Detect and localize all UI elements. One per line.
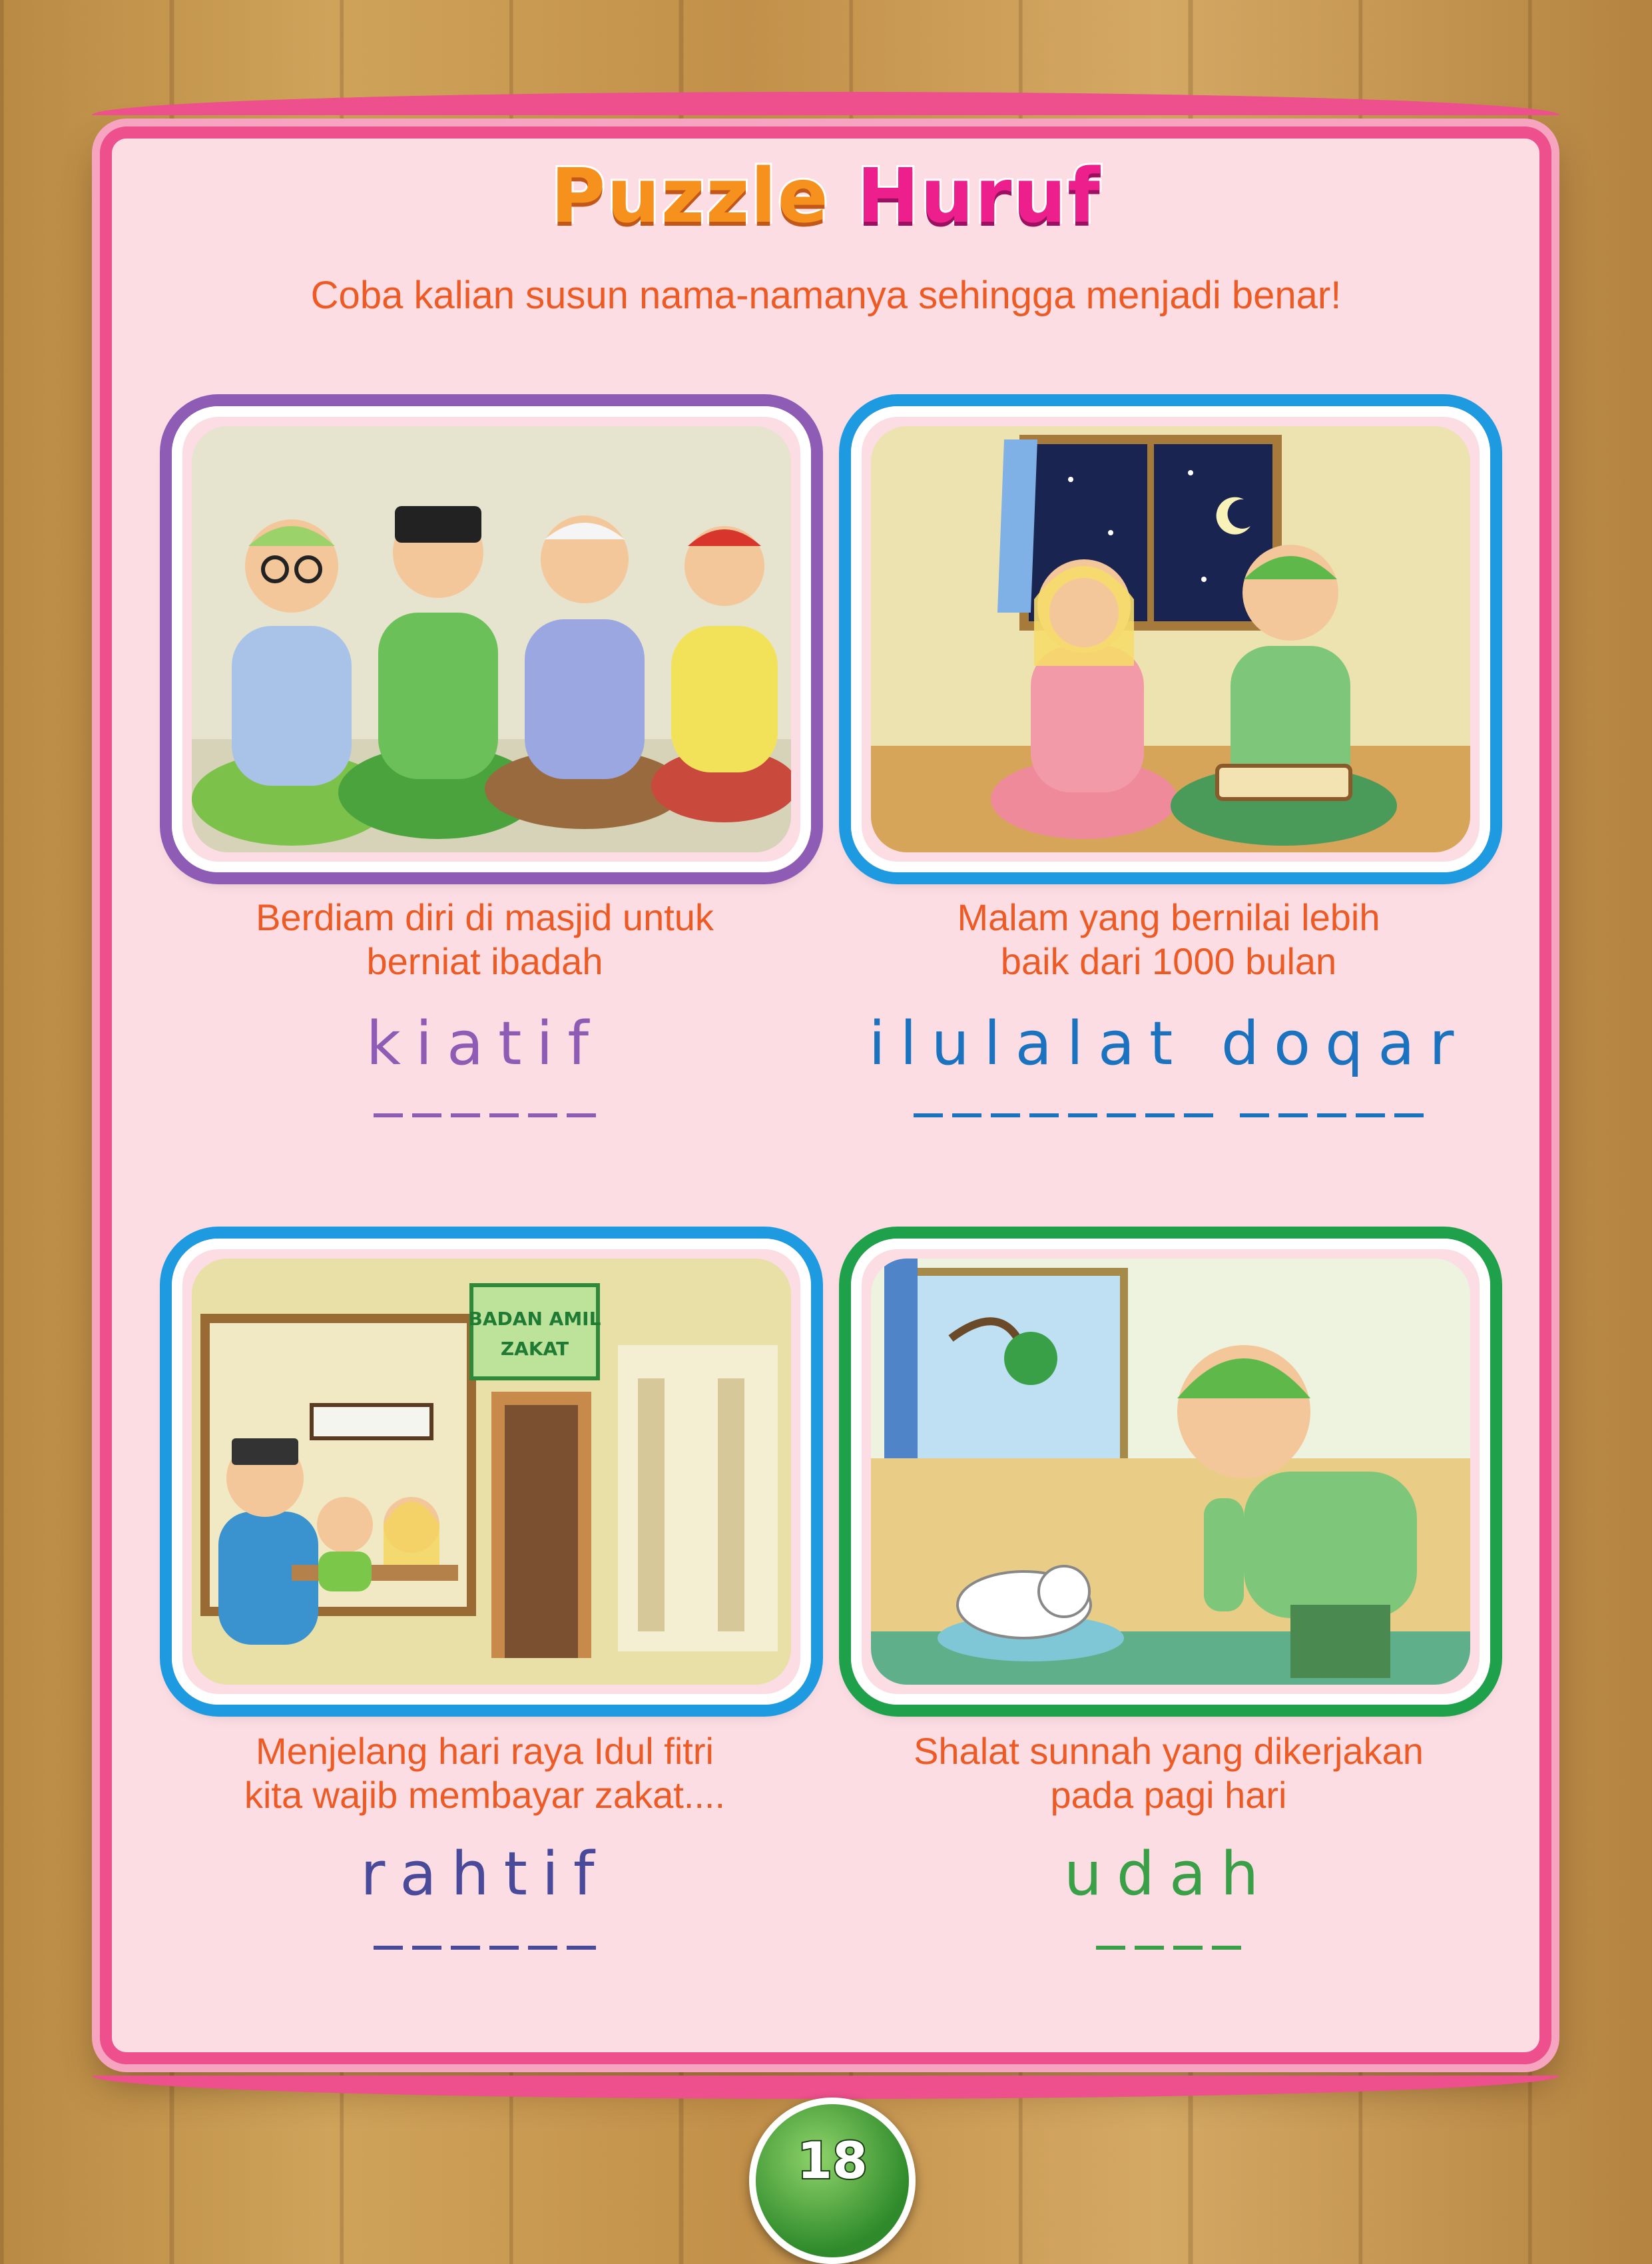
men-praying-scene — [192, 426, 791, 852]
scrambled-word-1: kiatif — [366, 1009, 604, 1079]
clue-3-line2: kita wajib membayar zakat.... — [244, 1774, 726, 1816]
illustration-dhuha — [851, 1239, 1490, 1705]
letter-blank[interactable] — [451, 1113, 480, 1117]
page-title — [0, 153, 1652, 240]
blank-group — [1240, 1113, 1424, 1117]
letter-blank[interactable] — [1145, 1113, 1175, 1117]
clue-2-line2: baik dari 1000 bulan — [1000, 940, 1337, 982]
letter-blank[interactable] — [374, 1113, 403, 1117]
children-night-scene — [871, 426, 1470, 852]
letter-blank[interactable] — [528, 1113, 557, 1117]
letter-blank[interactable] — [1173, 1946, 1203, 1950]
scrambled-word-2: ilulalat doqar — [868, 1009, 1469, 1079]
clue-4-line2: pada pagi hari — [1050, 1774, 1287, 1816]
clue-4-line1: Shalat sunnah yang dikerjakan — [914, 1730, 1424, 1772]
letter-blank[interactable] — [1356, 1113, 1385, 1117]
letter-blank[interactable] — [1317, 1113, 1346, 1117]
clue-3-line1: Menjelang hari raya Idul fitri — [256, 1730, 714, 1772]
letter-blank[interactable] — [952, 1113, 981, 1117]
letter-blank[interactable] — [991, 1113, 1020, 1117]
clue-1-line2: berniat ibadah — [366, 940, 603, 982]
title-word-huruf: Huruf — [856, 153, 1101, 240]
blank-group — [1096, 1946, 1241, 1950]
letter-blank[interactable] — [1278, 1113, 1308, 1117]
letter-blank[interactable] — [1107, 1113, 1136, 1117]
letter-blank[interactable] — [374, 1946, 403, 1950]
letter-blank[interactable] — [914, 1113, 943, 1117]
letter-blank[interactable] — [489, 1113, 519, 1117]
page-number: 18 — [797, 2131, 868, 2190]
answer-blanks-4[interactable] — [836, 1946, 1502, 1950]
clue-2 — [836, 896, 1502, 984]
letter-blank[interactable] — [489, 1946, 519, 1950]
illustration-zakat-fitrah — [172, 1239, 811, 1705]
answer-blanks-3[interactable] — [152, 1946, 818, 1950]
title-word-puzzle: Puzzle — [551, 153, 830, 240]
clue-2-line1: Malam yang bernilai lebih — [957, 896, 1380, 938]
illustration-itikaf — [172, 406, 811, 872]
boy-bowing-scene — [871, 1259, 1470, 1685]
blank-group — [374, 1946, 596, 1950]
page-number-badge — [749, 2098, 916, 2264]
letter-blank[interactable] — [1029, 1113, 1059, 1117]
letter-blank[interactable] — [567, 1946, 596, 1950]
letter-blank[interactable] — [1212, 1946, 1241, 1950]
illustration-lailatul-qadar — [851, 406, 1490, 872]
letter-blank[interactable] — [1240, 1113, 1269, 1117]
instruction-text: Coba kalian susun nama-namanya sehingga menjadi benar! — [310, 274, 1342, 317]
letter-blank[interactable] — [1394, 1113, 1424, 1117]
zakat-office-scene — [192, 1259, 791, 1685]
letter-blank[interactable] — [567, 1113, 596, 1117]
answer-blanks-2[interactable] — [836, 1113, 1502, 1117]
letter-blank[interactable] — [1068, 1113, 1097, 1117]
clue-3 — [152, 1729, 818, 1817]
sign-text-line1: BADAN AMIL — [468, 1308, 601, 1330]
sign-text-line2: ZAKAT — [500, 1338, 569, 1360]
scrambled-word-3: rahtif — [360, 1839, 609, 1909]
letter-blank[interactable] — [1096, 1946, 1125, 1950]
letter-blank[interactable] — [1184, 1113, 1213, 1117]
clue-1-line1: Berdiam diri di masjid untuk — [256, 896, 714, 938]
scrambled-word-4: udah — [1063, 1839, 1274, 1909]
letter-blank[interactable] — [1135, 1946, 1164, 1950]
letter-blank[interactable] — [451, 1946, 480, 1950]
letter-blank[interactable] — [412, 1946, 441, 1950]
blank-group — [374, 1113, 596, 1117]
letter-blank[interactable] — [412, 1113, 441, 1117]
clue-4 — [836, 1729, 1502, 1817]
answer-blanks-1[interactable] — [152, 1113, 818, 1117]
letter-blank[interactable] — [528, 1946, 557, 1950]
blank-group — [914, 1113, 1213, 1117]
clue-1 — [152, 896, 818, 984]
